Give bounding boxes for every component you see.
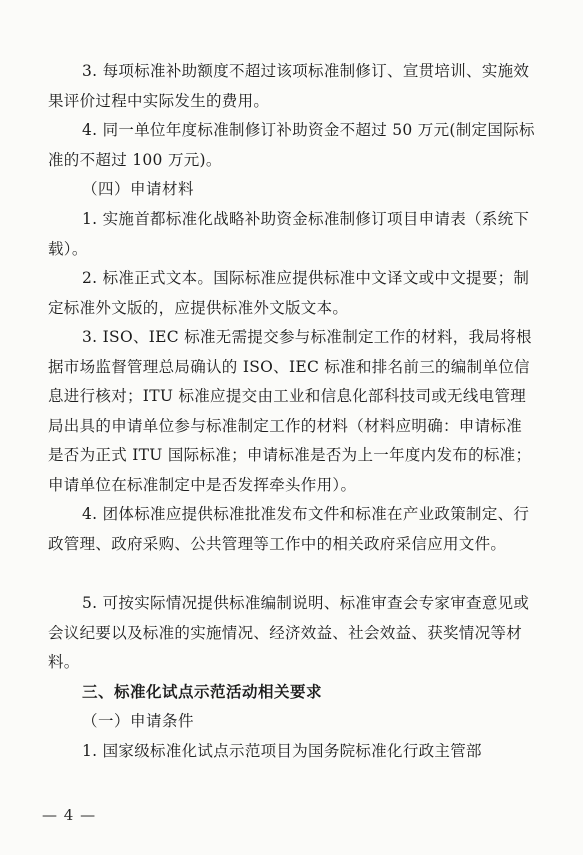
page-number: — 4 — — [42, 806, 97, 824]
paragraph: 1. 国家级标准化试点示范项目为国务院标准化行政主管部 — [82, 742, 482, 760]
paragraph: 5. 可按实际情况提供标准编制说明、标准审查会专家审查意见或会议纪要以及标准的实施情况、经济效益、社会效益、获奖情况等材料。 — [48, 594, 530, 671]
paragraph: 3. 每项标准补助额度不超过该项标准制修订、宣贯培训、实施效果评价过程中实际发生的费用。 — [48, 62, 530, 110]
paragraph: 1. 实施首都标准化战略补助资金标准制修订项目申请表（系统下载）。 — [48, 210, 530, 258]
paragraph: 3. ISO、IEC 标准无需提交参与标准制定工作的材料，我局将根据市场监督管理总局确认的 ISO、IEC 标准和排名前三的编制单位信息进行核对；ITU 标准应提交由工业和信息化部科技司或无线电管理局出具的申请单位参与标准制定工作的材料（材料应明确：申请标准是否为正式 ITU 国际标准；申请标准是否为上一年度内发布的标准；申请单位在标准制定中是否发挥牵头作用）。 — [48, 328, 532, 494]
paragraph: 4. 团体标准应提供标准批准发布文件和标准在产业政策制定、行政管理、政府采购、公共管理等工作中的相关政府采信应用文件。 — [48, 505, 530, 553]
section-heading: 三、标准化试点示范活动相关要求 — [82, 683, 323, 701]
paragraph: 2. 标准正式文本。国际标准应提供标准中文译文或中文提要；制定标准外文版的，应提供标准外文版文本。 — [48, 269, 530, 317]
section-subheading: （一）申请条件 — [82, 712, 195, 730]
section-subheading: （四）申请材料 — [82, 180, 195, 198]
paragraph: 4. 同一单位年度标准制修订补助资金不超过 50 万元(制定国际标准的不超过 100 万元)。 — [48, 121, 535, 169]
